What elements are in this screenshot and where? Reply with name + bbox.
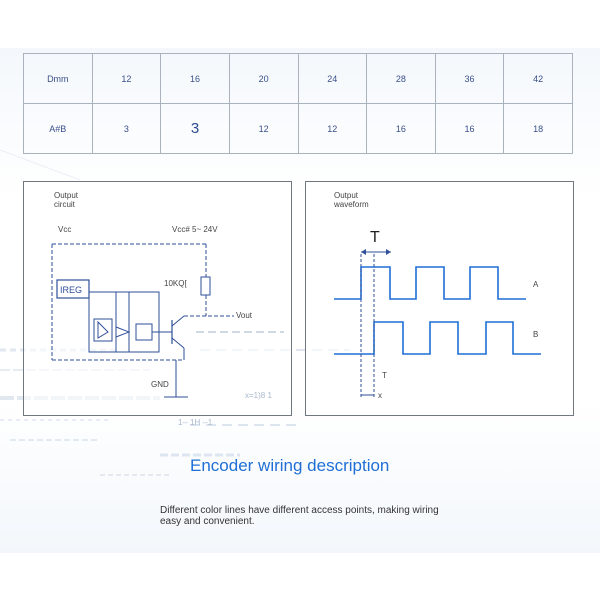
- table-cell: 42: [504, 54, 573, 104]
- table-cell: 28: [367, 54, 436, 104]
- circuit-title-line1: Output: [54, 191, 79, 200]
- resistor-label: 10KQ[: [164, 279, 187, 288]
- amplifier-icon: [116, 327, 129, 337]
- description-text: Different color lines have different access points, making wiring easy and convenient.: [160, 505, 439, 527]
- table-cell: 24: [298, 54, 367, 104]
- table-cell: 16: [435, 104, 504, 154]
- overlay-text-2: 1-- 1H --1: [178, 418, 213, 427]
- transistor-collector: [172, 316, 184, 326]
- ireg-label: IREG: [60, 285, 83, 295]
- table-cell: Dmm: [24, 54, 93, 104]
- table-cell: 12: [92, 54, 161, 104]
- waveform-diagram: [306, 182, 573, 415]
- table-cell: 3: [92, 104, 161, 154]
- circuit-title-line2: circuit: [54, 200, 75, 209]
- overlay-text-1: x=1)8 1: [245, 391, 272, 400]
- table-row: [24, 104, 573, 154]
- table-cell: 18: [504, 104, 573, 154]
- table-cell: A#B: [24, 104, 93, 154]
- table-cell: 20: [229, 54, 298, 104]
- vout-label: Vout: [236, 311, 253, 320]
- vcc-label: Vcc: [58, 225, 72, 234]
- spec-table: [23, 53, 573, 154]
- vcc-range-label: Vcc# 5~ 24V: [172, 225, 218, 234]
- circuit-diagram: [24, 182, 291, 415]
- phase-marker: x: [378, 391, 382, 400]
- table-cell: 12: [298, 104, 367, 154]
- pullup-resistor: [201, 277, 210, 295]
- table-cell: 36: [435, 54, 504, 104]
- table-row: [24, 54, 573, 104]
- channel-a-label: A: [533, 280, 539, 289]
- arrow-head: [386, 249, 391, 255]
- comparator-symbol: [98, 322, 108, 338]
- sensor-block: [89, 292, 159, 352]
- phase-label: T: [382, 371, 387, 380]
- channel-a-waveform: [334, 267, 526, 299]
- arrow-head: [361, 249, 366, 255]
- schmitt-box: [136, 324, 152, 340]
- waveform-title-line1: Output: [334, 191, 359, 200]
- transistor-emitter: [172, 338, 184, 348]
- table-cell: 3: [161, 104, 230, 154]
- waveform-title-line2: waveform: [334, 200, 369, 209]
- channel-b-label: B: [533, 330, 539, 339]
- table-cell: 12: [229, 104, 298, 154]
- output-circuit-panel: [23, 181, 292, 416]
- channel-b-waveform: [334, 322, 541, 354]
- hall-element: [94, 319, 112, 341]
- output-waveform-panel: [305, 181, 574, 416]
- table-cell: 16: [161, 54, 230, 104]
- period-label: T: [370, 229, 380, 246]
- page-title: Encoder wiring description: [190, 456, 390, 475]
- table-cell: 16: [367, 104, 436, 154]
- gnd-label: GND: [151, 380, 169, 389]
